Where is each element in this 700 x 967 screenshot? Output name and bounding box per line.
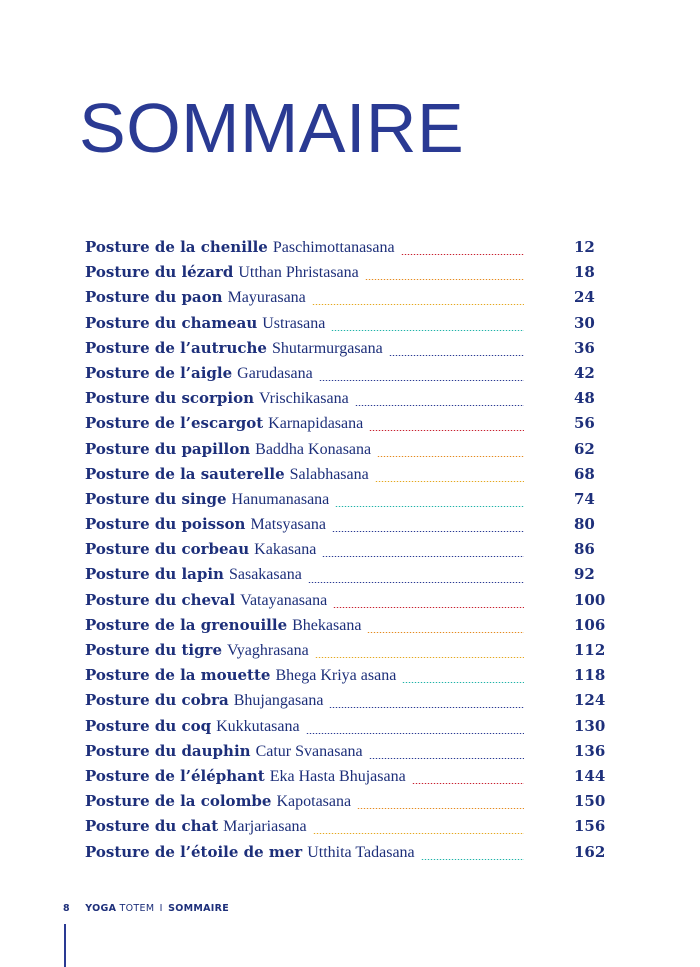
entry-page-number: 36	[574, 338, 595, 357]
entry-sanskrit-name: Ustrasana	[262, 314, 326, 332]
footer-vertical-rule	[64, 924, 66, 967]
toc-entry[interactable]	[85, 842, 606, 868]
entry-sanskrit-name: Kapotasana	[276, 793, 352, 811]
entry-sanskrit-name: Salabhasana	[289, 465, 369, 483]
dot-leader	[369, 758, 524, 759]
entry-sanskrit-name: Kakasana	[254, 541, 317, 559]
entry-french-name: Posture de l’autruche	[85, 338, 267, 357]
entry-sanskrit-name: Bhujangasana	[233, 692, 324, 710]
entry-french-name: Posture de la colombe	[85, 792, 272, 811]
entry-french-name: Posture du corbeau	[85, 540, 250, 559]
entry-page-number: 118	[574, 666, 606, 685]
entry-french-name: Posture de la chenille	[85, 238, 268, 256]
entry-page-number: 74	[574, 489, 595, 508]
entry-page-number: 56	[574, 414, 595, 433]
entry-french-name: Posture du tigre	[85, 641, 223, 659]
entry-page-number: 62	[574, 439, 595, 458]
entry-french-name: Posture du chat	[85, 817, 219, 836]
toc-entry[interactable]	[85, 766, 606, 792]
dot-leader	[367, 632, 524, 633]
toc-entry[interactable]	[85, 792, 606, 817]
dot-leader	[329, 707, 524, 708]
entry-page-number: 18	[574, 263, 595, 282]
dot-leader	[389, 355, 524, 356]
entry-french-name: Posture du cheval	[85, 590, 236, 609]
entry-sanskrit-name: Catur Svanasana	[255, 742, 363, 760]
dot-leader	[332, 531, 524, 532]
entry-page-number: 86	[574, 540, 595, 559]
entry-page-number: 106	[574, 615, 606, 634]
entry-french-name: Posture du cobra	[85, 691, 229, 710]
toc-entry[interactable]	[85, 590, 606, 616]
entry-sanskrit-name: Baddha Konasana	[255, 440, 372, 458]
dot-leader	[322, 556, 524, 557]
entry-french-name: Posture du coq	[85, 716, 212, 735]
entry-french-name: Posture de l’étoile de mer	[85, 842, 303, 861]
dot-leader	[333, 607, 524, 608]
entry-french-name: Posture de la grenouille	[85, 615, 288, 634]
toc-entry[interactable]	[85, 465, 594, 490]
footer-section-name: SOMMAIRE	[168, 903, 230, 914]
entry-page-number: 150	[574, 792, 606, 811]
entry-french-name: Posture du papillon	[85, 439, 251, 458]
entry-page-number: 80	[574, 515, 595, 534]
table-of-contents	[85, 238, 606, 868]
toc-entry[interactable]	[85, 490, 594, 515]
entry-page-number: 100	[574, 590, 606, 609]
entry-sanskrit-name: Bhekasana	[292, 616, 362, 634]
toc-entry[interactable]	[85, 716, 606, 742]
toc-entry[interactable]	[85, 741, 606, 767]
entry-french-name: Posture du scorpion	[85, 389, 255, 408]
toc-entry[interactable]	[85, 389, 594, 414]
toc-entry[interactable]	[85, 817, 606, 842]
entry-sanskrit-name: Eka Hasta Bhujasana	[269, 767, 406, 785]
dot-leader	[308, 582, 524, 583]
dot-leader	[315, 657, 524, 658]
dot-leader	[306, 733, 524, 734]
entry-sanskrit-name: Mayurasana	[227, 289, 306, 307]
toc-entry[interactable]	[85, 263, 594, 288]
footer-brand-yoga: YOGA	[85, 903, 117, 914]
toc-entry[interactable]	[85, 288, 594, 313]
entry-sanskrit-name: Vyaghrasana	[227, 642, 309, 659]
entry-page-number: 136	[574, 741, 606, 760]
toc-entry[interactable]	[85, 565, 594, 590]
entry-french-name: Posture de l’aigle	[85, 363, 233, 382]
page-title: SOMMAIRE	[79, 89, 465, 167]
dot-leader	[319, 380, 524, 381]
toc-entry[interactable]	[85, 540, 594, 565]
entry-french-name: Posture du paon	[85, 288, 223, 307]
footer-brand-totem: TOTEM	[119, 903, 155, 914]
entry-page-number: 144	[574, 766, 606, 785]
entry-page-number: 68	[574, 464, 595, 483]
toc-entry[interactable]	[85, 515, 594, 540]
entry-page-number: 48	[574, 389, 595, 408]
dot-leader	[421, 859, 524, 860]
entry-page-number: 124	[574, 691, 606, 710]
entry-sanskrit-name: Utthita Tadasana	[307, 843, 415, 861]
entry-french-name: Posture de la sauterelle	[85, 464, 285, 483]
dot-leader	[365, 279, 524, 280]
dot-leader	[331, 330, 524, 331]
entry-page-number: 42	[574, 363, 595, 382]
entry-sanskrit-name: Vatayanasana	[240, 591, 328, 609]
entry-page-number: 162	[574, 842, 606, 861]
entry-sanskrit-name: Paschimottanasana	[272, 239, 395, 256]
entry-sanskrit-name: Hanumanasana	[231, 490, 330, 508]
toc-entry[interactable]	[85, 666, 606, 691]
toc-entry[interactable]	[85, 641, 606, 666]
entry-sanskrit-name: Utthan Phristasana	[238, 264, 359, 282]
entry-page-number: 156	[574, 817, 606, 836]
entry-page-number: 112	[574, 641, 606, 659]
dot-leader	[312, 304, 524, 305]
entry-sanskrit-name: Shutarmurgasana	[271, 339, 383, 357]
dot-leader	[375, 481, 524, 482]
toc-entry[interactable]	[85, 615, 606, 641]
entry-sanskrit-name: Garudasana	[237, 364, 313, 382]
entry-french-name: Posture du lézard	[85, 263, 234, 282]
entry-sanskrit-name: Sasakasana	[228, 566, 302, 584]
dot-leader	[313, 833, 524, 834]
entry-french-name: Posture du poisson	[85, 515, 246, 534]
dot-leader	[335, 506, 524, 507]
toc-entry[interactable]	[85, 238, 594, 263]
footer-separator: I	[159, 903, 163, 914]
dot-leader	[401, 254, 524, 255]
entry-sanskrit-name: Matsyasana	[250, 516, 326, 534]
toc-entry[interactable]	[85, 339, 594, 364]
dot-leader	[355, 405, 524, 406]
entry-page-number: 24	[574, 288, 595, 307]
entry-french-name: Posture du dauphin	[85, 741, 251, 760]
entry-french-name: Posture de l’éléphant	[85, 766, 265, 785]
entry-page-number: 130	[574, 716, 606, 735]
dot-leader	[357, 808, 524, 809]
toc-entry[interactable]	[85, 440, 594, 465]
toc-entry[interactable]	[85, 414, 594, 439]
entry-french-name: Posture du chameau	[85, 313, 258, 332]
entry-french-name: Posture de la mouette	[85, 666, 271, 685]
entry-french-name: Posture de l’escargot	[85, 414, 264, 433]
dot-leader	[369, 430, 524, 431]
dot-leader	[412, 783, 524, 784]
page-footer	[63, 903, 229, 914]
dot-leader	[377, 456, 524, 457]
entry-page-number: 30	[574, 313, 595, 332]
toc-entry[interactable]	[85, 691, 606, 716]
entry-page-number: 12	[574, 238, 595, 256]
entry-page-number: 92	[574, 565, 595, 584]
entry-sanskrit-name: Vrischikasana	[259, 390, 349, 408]
entry-french-name: Posture du singe	[85, 489, 227, 508]
entry-french-name: Posture du lapin	[85, 565, 224, 584]
toc-entry[interactable]	[85, 364, 594, 389]
entry-sanskrit-name: Karnapidasana	[268, 415, 364, 433]
footer-page-number: 8	[63, 903, 70, 914]
entry-sanskrit-name: Bhega Kriya asana	[275, 667, 397, 685]
entry-sanskrit-name: Marjariasana	[223, 818, 307, 836]
toc-entry[interactable]	[85, 314, 594, 339]
entry-sanskrit-name: Kukkutasana	[216, 717, 300, 735]
dot-leader	[402, 682, 524, 683]
